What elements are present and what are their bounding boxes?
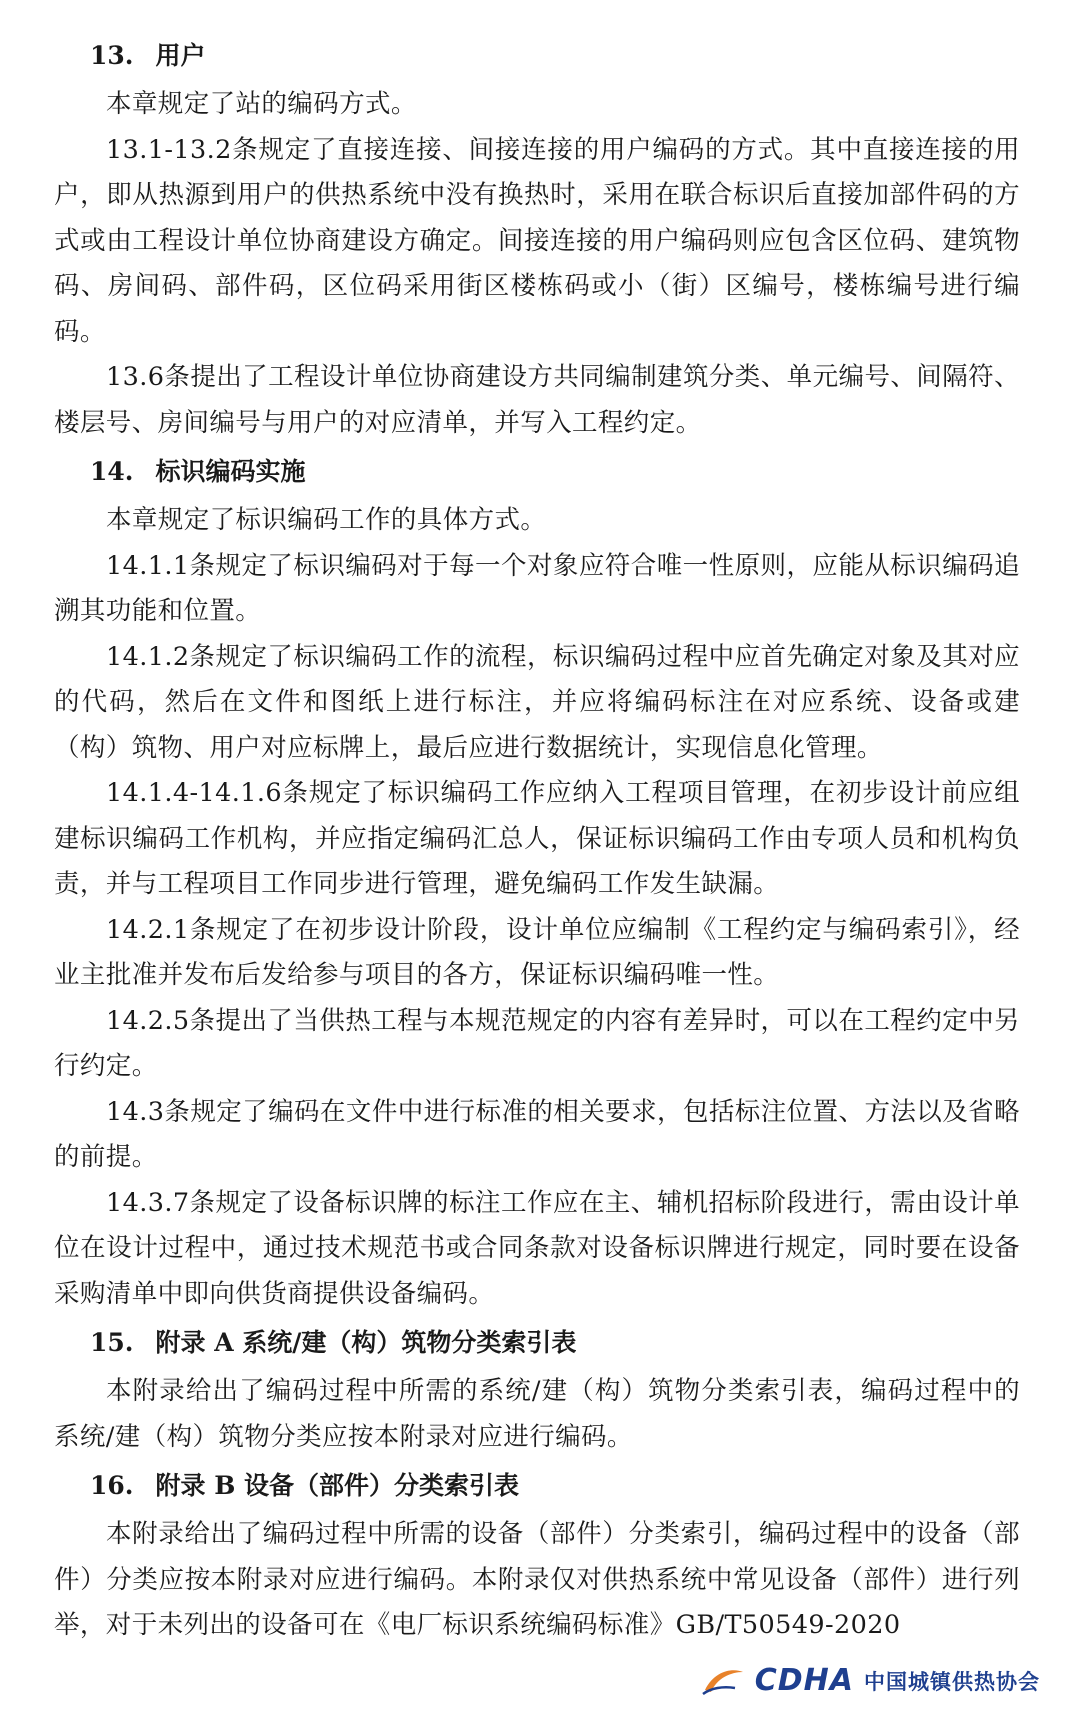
swoosh-icon — [701, 1666, 745, 1696]
section-number: 16. — [90, 1471, 134, 1500]
association-logo — [701, 1663, 1040, 1698]
paragraph: 本章规定了站的编码方式。 — [106, 89, 417, 119]
section-title: 标识编码实施 — [155, 457, 306, 486]
section-title: 附录 A 系统/建（构）筑物分类索引表 — [155, 1328, 577, 1357]
section-13-heading — [90, 34, 1020, 78]
paragraph: 14.1.4-14.1.6条规定了标识编码工作应纳入工程项目管理，在初步设计前应组建标识编码工作机构，并应指定编码汇总人，保证标识编码工作由专项人员和机构负责，并与工程项目工作同步进行管理，避免编码工作发生缺漏。 — [54, 778, 1020, 899]
paragraph: 本章规定了标识编码工作的具体方式。 — [106, 505, 547, 535]
section-number: 14. — [90, 457, 134, 486]
paragraph: 本附录给出了编码过程中所需的系统/建（构）筑物分类索引表，编码过程中的系统/建（构）筑物分类应按本附录对应进行编码。 — [54, 1376, 1020, 1452]
logo-name: 中国城镇供热协会 — [864, 1669, 1040, 1694]
paragraph: 14.3条规定了编码在文件中进行标准的相关要求，包括标注位置、方法以及省略的前提。 — [54, 1096, 1020, 1172]
section-number: 15. — [90, 1328, 134, 1357]
paragraph: 14.2.5条提出了当供热工程与本规范规定的内容有差异时，可以在工程约定中另行约定。 — [54, 1005, 1020, 1081]
section-15-heading — [90, 1321, 1020, 1365]
section-14-heading — [90, 450, 1020, 494]
paragraph: 本附录给出了编码过程中所需的设备（部件）分类索引，编码过程中的设备（部件）分类应按本附录对应进行编码。本附录仅对供热系统中常见设备（部件）进行列举，对于未列出的设备可在《电厂标识系统编码标准》GB/T50549-2020 — [54, 1519, 1020, 1640]
section-16-heading — [90, 1464, 1020, 1508]
document-page — [54, 30, 1020, 1649]
paragraph: 14.1.1条规定了标识编码对于每一个对象应符合唯一性原则，应能从标识编码追溯其功能和位置。 — [54, 550, 1020, 626]
paragraph: 14.2.1条规定了在初步设计阶段，设计单位应编制《工程约定与编码索引》，经业主批准并发布后发给参与项目的各方，保证标识编码唯一性。 — [54, 914, 1020, 990]
paragraph: 14.3.7条规定了设备标识牌的标注工作应在主、辅机招标阶段进行，需由设计单位在设计过程中，通过技术规范书或合同条款对设备标识牌进行规定，同时要在设备采购清单中即向供货商提供设备编码。 — [54, 1187, 1020, 1309]
logo-mark: CDHA — [754, 1663, 854, 1698]
paragraph: 13.1-13.2条规定了直接连接、间接连接的用户编码的方式。其中直接连接的用户，即从热源到用户的供热系统中没有换热时，采用在联合标识后直接加部件码的方式或由工程设计单位协商建设方确定。间接连接的用户编码则应包含区位码、建筑物码、房间码、部件码，区位码采用街区楼栋码或小（街）区编号，楼栋编号进行编码。 — [54, 134, 1020, 347]
section-title: 附录 B 设备（部件）分类索引表 — [155, 1471, 520, 1500]
section-title: 用户 — [155, 41, 206, 70]
paragraph: 14.1.2条规定了标识编码工作的流程，标识编码过程中应首先确定对象及其对应的代码，然后在文件和图纸上进行标注，并应将编码标注在对应系统、设备或建（构）筑物、用户对应标牌上，最后应进行数据统计，实现信息化管理。 — [54, 641, 1020, 763]
paragraph: 13.6条提出了工程设计单位协商建设方共同编制建筑分类、单元编号、间隔符、楼层号、房间编号与用户的对应清单，并写入工程约定。 — [54, 362, 1020, 438]
section-number: 13. — [90, 41, 134, 70]
